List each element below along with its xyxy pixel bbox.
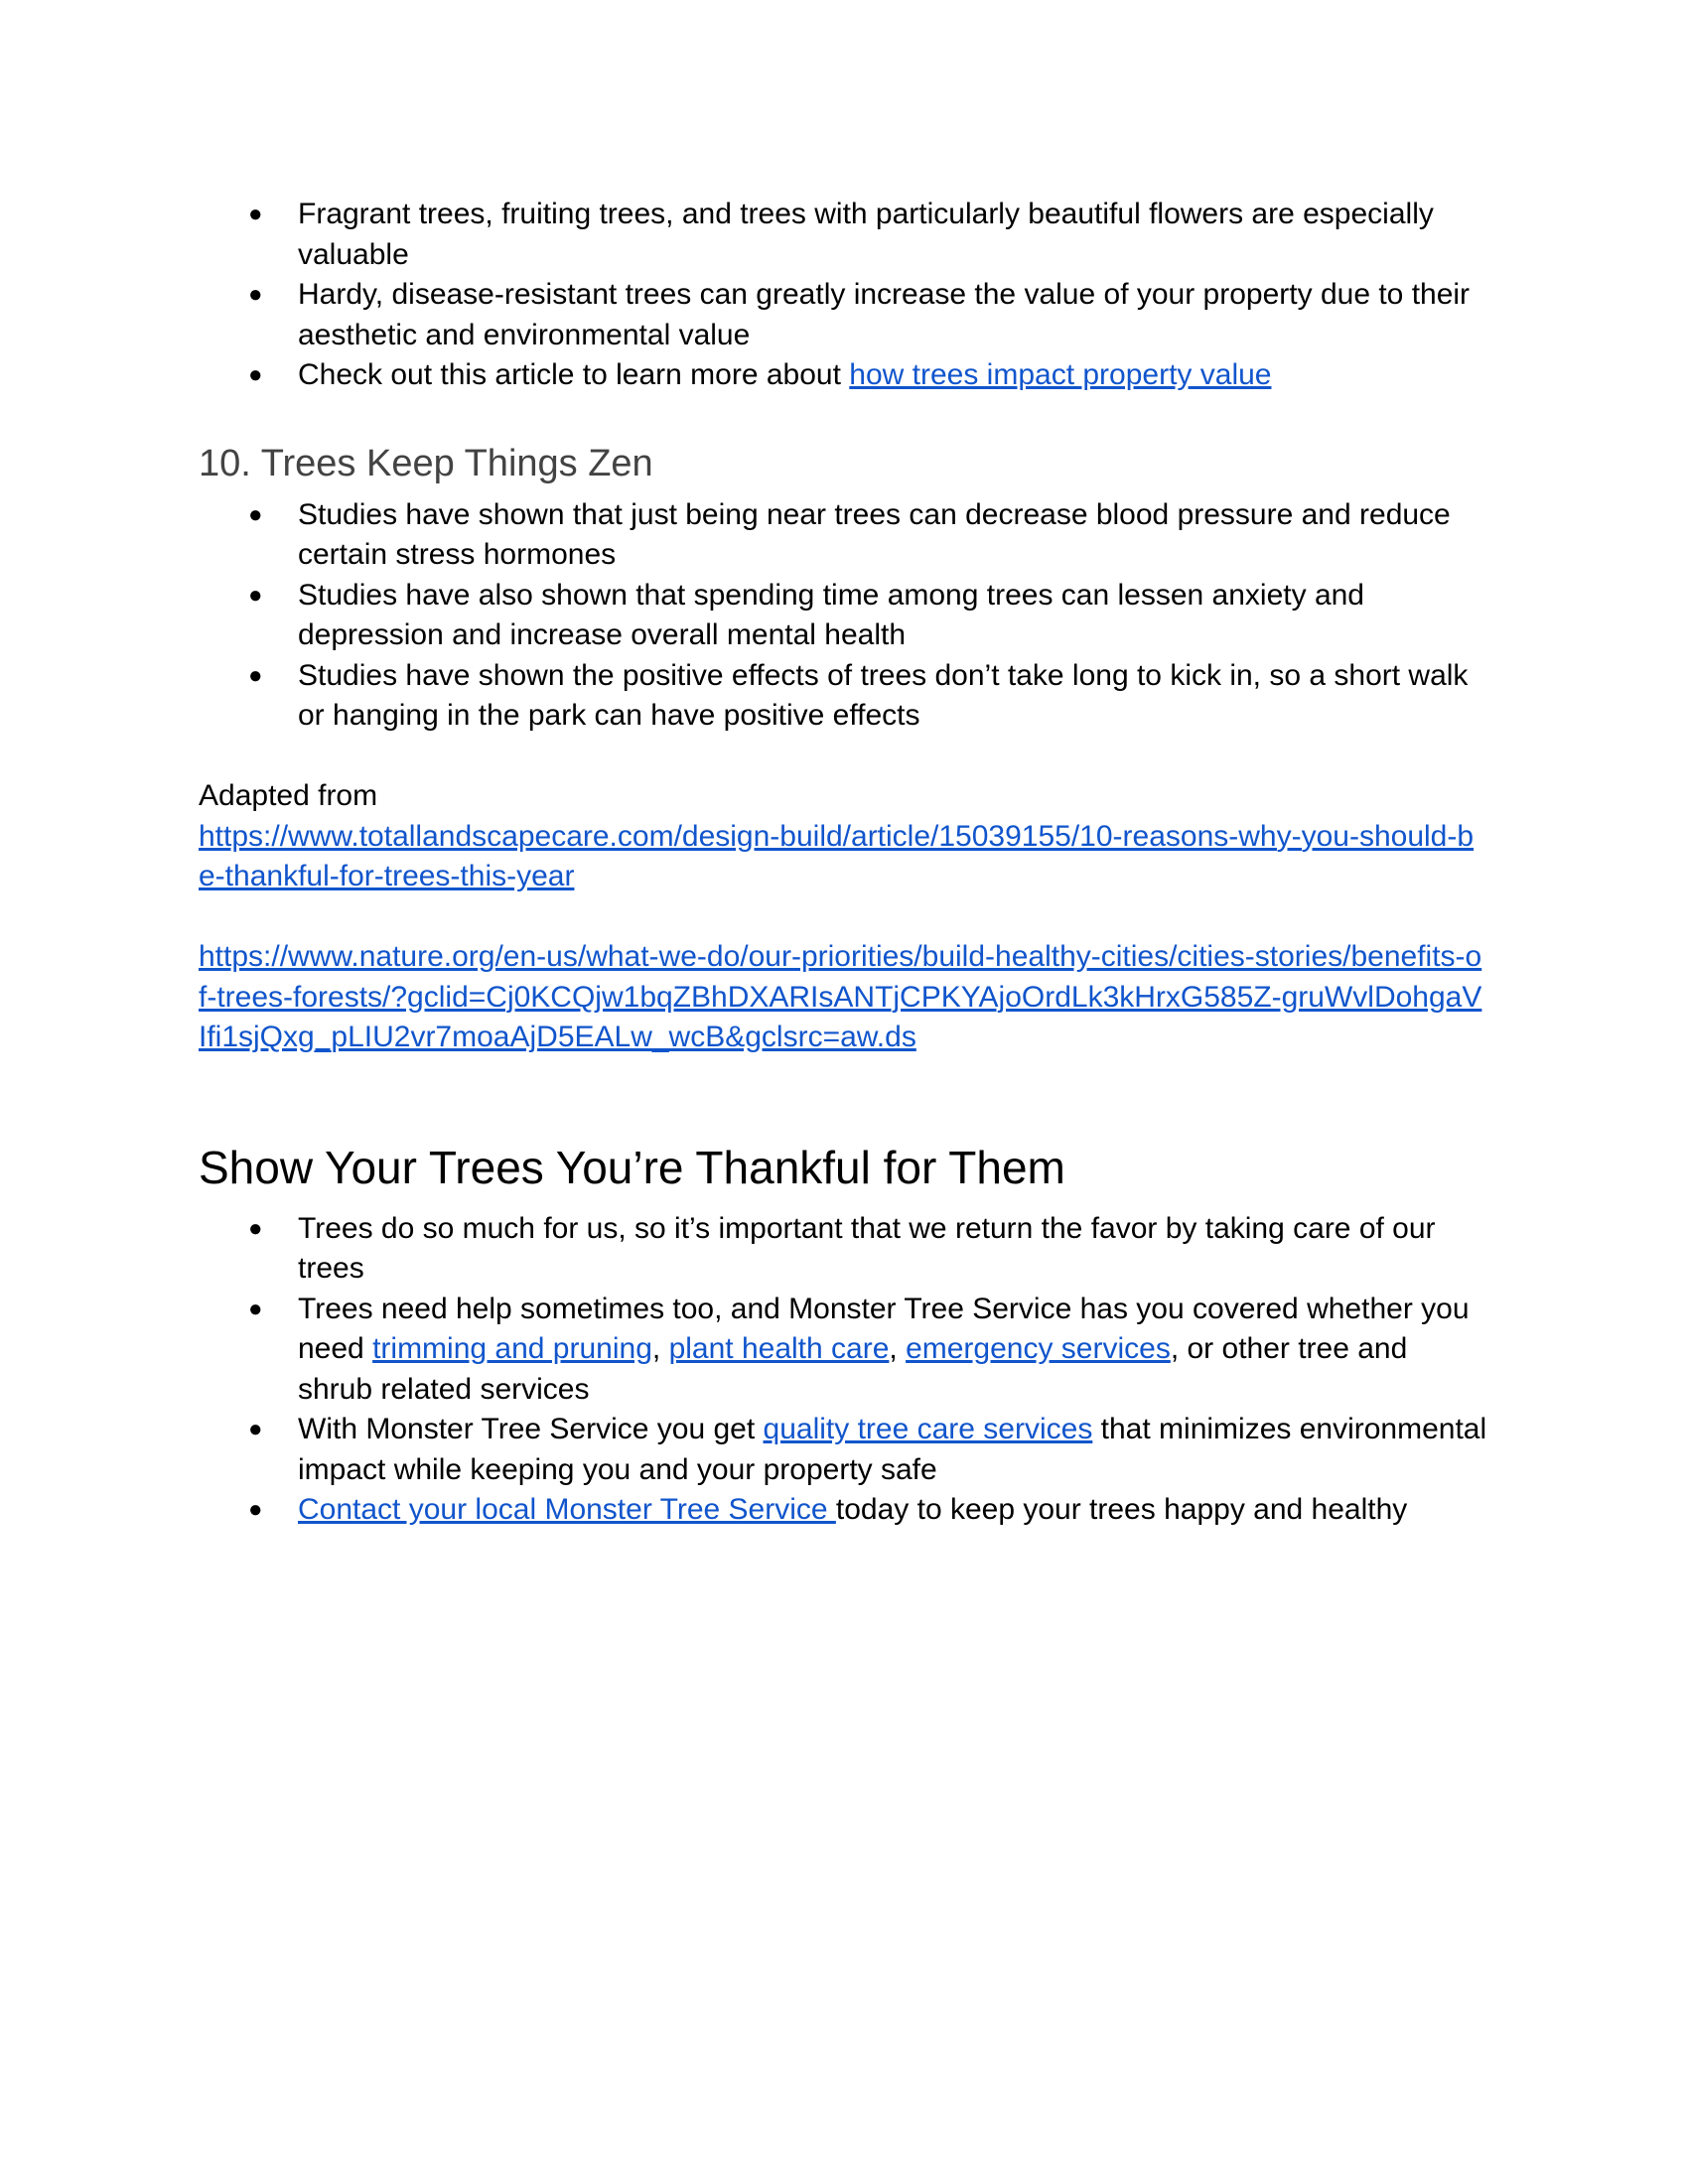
bullet-icon: ●: [248, 500, 263, 528]
zen-list: [199, 495, 1489, 737]
thankful-heading: Show Your Trees You’re Thankful for Them: [199, 1141, 1065, 1193]
bullet-icon: ●: [248, 1496, 263, 1523]
separator-text: ,: [889, 1332, 907, 1365]
emergency-services-link[interactable]: emergency services: [906, 1332, 1171, 1365]
list-item-text: Hardy, disease-resistant trees can greatly increase the value of your property due to their aesthetic and environmental value: [298, 278, 1471, 351]
bullet-icon: ●: [248, 1416, 263, 1442]
bullet-icon: ●: [248, 201, 263, 227]
list-item-text: Studies have shown the positive effects of trees don’t take long to kick in, so a short walk or hanging in the park can have positive effects: [298, 658, 1469, 732]
bullet-icon: ●: [248, 361, 263, 388]
spacer: [199, 737, 1489, 777]
list-item: [199, 576, 1489, 656]
list-item: [199, 355, 1489, 396]
document-content: [199, 195, 1489, 1531]
quality-tree-care-link[interactable]: quality tree care services: [763, 1413, 1093, 1445]
list-item: [199, 195, 1489, 275]
list-item: [199, 1410, 1489, 1490]
list-item: [199, 1209, 1489, 1290]
list-item-text: Check out this article to learn more about: [298, 358, 850, 391]
property-value-link[interactable]: how trees impact property value: [849, 358, 1272, 391]
list-item: [199, 656, 1489, 737]
bullet-icon: ●: [248, 281, 263, 308]
list-item-text: today to keep your trees happy and healthy: [835, 1493, 1408, 1526]
adapted-from-label: Adapted from: [199, 779, 378, 812]
section-10-heading: 10. Trees Keep Things Zen: [199, 442, 653, 484]
list-item-text: With Monster Tree Service you get: [298, 1413, 764, 1445]
thankful-list: [199, 1209, 1489, 1531]
contact-local-link[interactable]: Contact your local Monster Tree Service: [298, 1493, 836, 1526]
list-item-text: Trees need help sometimes too, and Monster Tree Service has you covered whether you need: [298, 1292, 1470, 1365]
list-item: [199, 1290, 1489, 1411]
bullet-icon: ●: [248, 1214, 263, 1242]
bullet-icon: ●: [248, 1295, 263, 1322]
list-item-text: Fragrant trees, fruiting trees, and trees with particularly beautiful flowers are especially valuable: [298, 198, 1434, 271]
list-item: [199, 1490, 1489, 1531]
bullet-icon: ●: [248, 581, 263, 609]
plant-health-care-link[interactable]: plant health care: [668, 1332, 890, 1365]
list-item-text: , or other tree and shrub related services: [298, 1332, 1408, 1406]
bullet-icon: ●: [248, 661, 263, 689]
spacer: [199, 897, 1489, 938]
separator-text: ,: [651, 1332, 669, 1365]
list-item-text: Trees do so much for us, so it’s important that we return the favor by taking care of our trees: [298, 1211, 1436, 1285]
source-link-nature[interactable]: https://www.nature.org/en-us/what-we-do/our-priorities/build-healthy-cities/cities-stories/benefits-of-trees-forests/?gclid=Cj0KCQjw1bqZBhDXARIsANTjCPKYAjoOrdLk3kHrxG585Z-gruWvlDohgaVIfi1sjQxg_pLIU2vr7moaAjD5EALw_wcB&gclsrc=aw.ds: [199, 940, 1482, 1053]
list-item-text: that minimizes environmental impact while keeping you and your property safe: [298, 1413, 1487, 1486]
list-item-text: Studies have also shown that spending time among trees can lessen anxiety and depression and increase overall mental health: [298, 578, 1364, 651]
list-item-text: Studies have shown that just being near trees can decrease blood pressure and reduce certain stress hormones: [298, 497, 1451, 571]
list-item: [199, 275, 1489, 355]
list-item: [199, 495, 1489, 576]
trimming-pruning-link[interactable]: trimming and pruning: [372, 1332, 652, 1365]
source-link-totallandscapecare[interactable]: https://www.totallandscapecare.com/design-build/article/15039155/10-reasons-why-you-should-be-thankful-for-trees-this-year: [199, 819, 1475, 892]
value-list: [199, 195, 1489, 396]
